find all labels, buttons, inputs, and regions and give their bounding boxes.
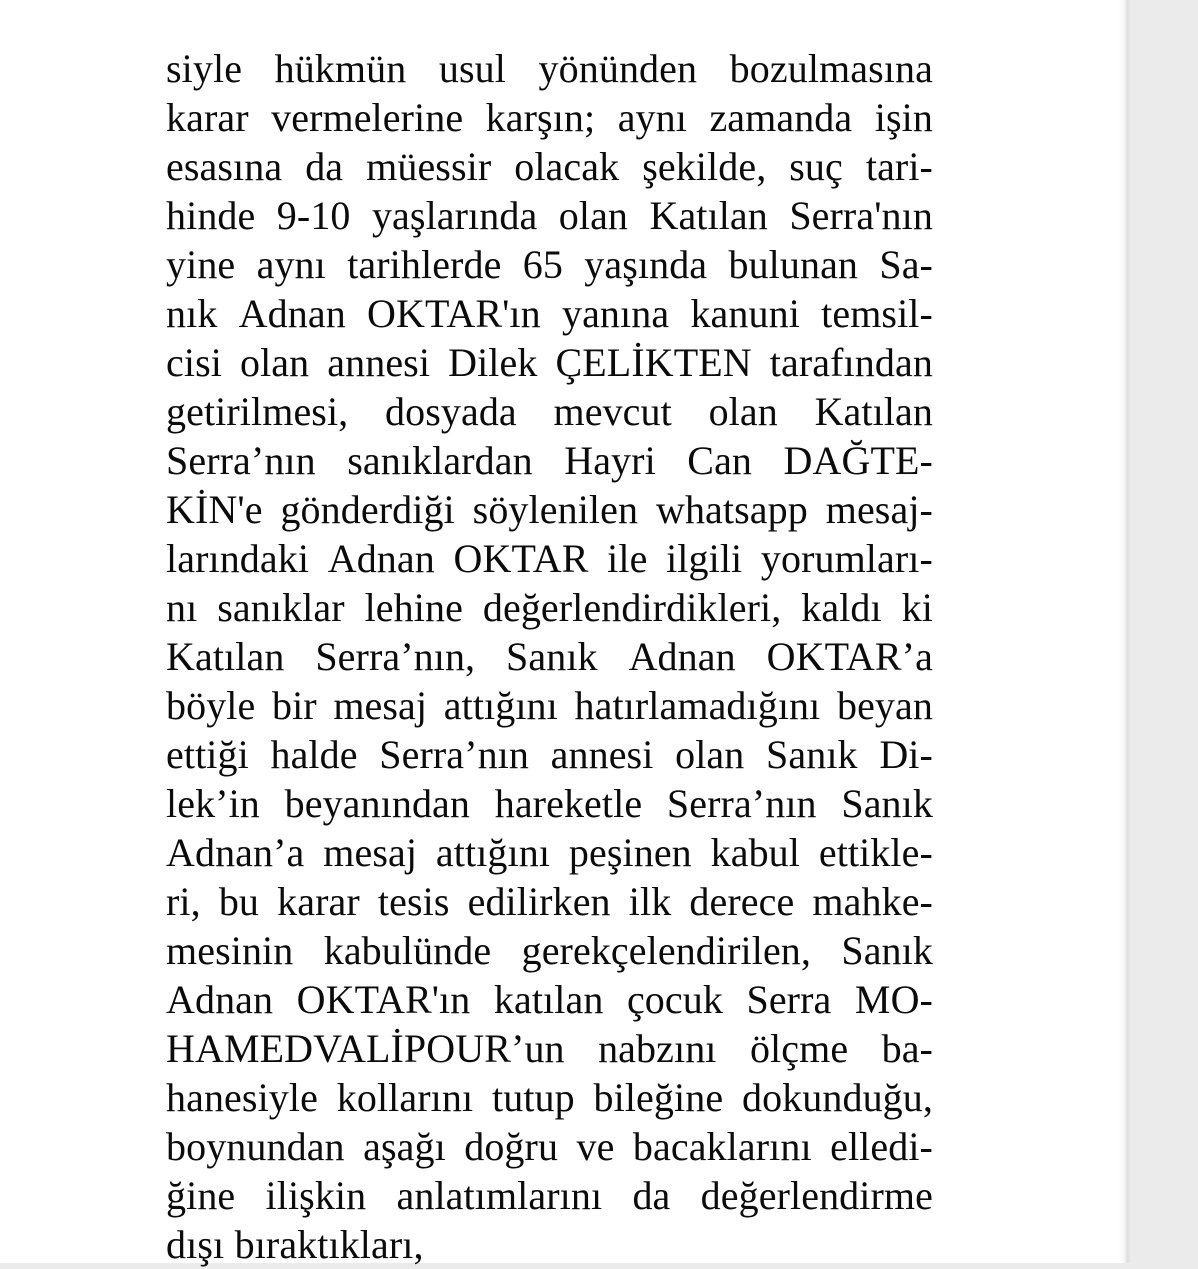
word: mesaj- — [825, 487, 933, 532]
word: yaşlarında — [371, 193, 538, 238]
word: sanıklar — [217, 585, 345, 630]
word: gerekçelendirilen, — [521, 928, 812, 973]
word: Sanık — [506, 634, 598, 679]
word: olan — [675, 732, 745, 777]
word: olan — [708, 389, 778, 434]
word: Katılan — [814, 389, 933, 434]
word: mesaj — [323, 830, 418, 875]
text-line — [166, 681, 933, 730]
text-line — [166, 387, 933, 436]
word: OKTAR’a — [766, 634, 933, 679]
word: bulunan — [728, 242, 859, 287]
word: ğine — [166, 1173, 236, 1218]
word: işin — [874, 95, 933, 140]
word: boynundan — [166, 1124, 345, 1169]
word: Serra — [746, 977, 832, 1022]
word: dokunduğu, — [741, 1075, 933, 1120]
word: Adnan’a — [166, 830, 305, 875]
word: tari- — [865, 144, 933, 189]
word: da — [305, 144, 344, 189]
word: ÇELİKTEN — [555, 340, 752, 385]
word: Serra’nın — [166, 438, 316, 483]
text-line — [166, 485, 933, 534]
word: aşağı — [363, 1124, 446, 1169]
word: kollarını — [336, 1075, 474, 1120]
document-body-text — [166, 44, 933, 1269]
word: bileğine — [593, 1075, 724, 1120]
word: Katılan — [649, 193, 768, 238]
word: Dilek — [448, 340, 538, 385]
word: cisi — [166, 340, 222, 385]
word: lek’in — [166, 781, 260, 826]
word: OKTAR'ın — [367, 291, 541, 336]
word: Adnan — [327, 536, 435, 581]
word: olan — [558, 193, 629, 238]
word: değerlendirdikleri, — [482, 585, 782, 630]
word: bozulmasına — [729, 46, 933, 91]
word: attığını — [435, 830, 551, 875]
word: Katılan — [166, 634, 285, 679]
word: sanıklardan — [347, 438, 533, 483]
word: hareketle — [494, 781, 643, 826]
text-line — [166, 44, 933, 93]
text-line — [166, 583, 933, 632]
word: gönderdiği — [280, 487, 455, 532]
word: aynı — [256, 242, 326, 287]
word: Di- — [879, 732, 933, 777]
word: ba- — [881, 1026, 933, 1071]
word: yönünden — [538, 46, 698, 91]
word: 9-10 — [276, 193, 351, 238]
word: whatsapp — [655, 487, 808, 532]
text-line — [166, 93, 933, 142]
word: suç — [789, 144, 843, 189]
word: bıraktıkları, — [234, 1222, 424, 1267]
word: esasına — [166, 144, 283, 189]
word: HAMEDVALİPOUR’un — [166, 1026, 565, 1071]
word: edilirken — [467, 879, 611, 924]
text-line — [166, 1171, 933, 1220]
word: anlatımlarını — [396, 1173, 603, 1218]
word: DAĞTE- — [783, 438, 933, 483]
word: yaşında — [584, 242, 708, 287]
word: OKTAR'ın — [296, 977, 471, 1022]
text-line — [166, 1073, 933, 1122]
word: ki — [901, 585, 933, 630]
word: tutup — [492, 1075, 575, 1120]
word: ri, — [166, 879, 201, 924]
word: da — [632, 1173, 671, 1218]
word: bacaklarını — [632, 1124, 812, 1169]
word: Sanık — [841, 928, 933, 973]
word: kabulünde — [323, 928, 492, 973]
word: ilk — [628, 879, 672, 924]
word: derece — [689, 879, 795, 924]
word: bir — [271, 683, 317, 728]
word: hükmün — [274, 46, 407, 91]
text-line — [166, 877, 933, 926]
word: annesi — [327, 340, 431, 385]
word: MO- — [854, 977, 933, 1022]
word: Adnan — [166, 977, 274, 1022]
word: ve — [576, 1124, 615, 1169]
word: KİN'e — [166, 487, 263, 532]
word: hanesiyle — [166, 1075, 318, 1120]
word: 65 — [522, 242, 563, 287]
word: ettiği — [166, 732, 249, 777]
word: mahke- — [812, 879, 933, 924]
text-line — [166, 191, 933, 240]
word: ile — [607, 536, 648, 581]
word: vermelerine — [271, 95, 464, 140]
word: beyanından — [284, 781, 470, 826]
word: tarihlerde — [347, 242, 502, 287]
word: attığını — [443, 683, 558, 728]
word: halde — [270, 732, 358, 777]
word: dosyada — [385, 389, 517, 434]
word: Serra’nın, — [315, 634, 476, 679]
word: katılan — [493, 977, 604, 1022]
word: peşinen — [568, 830, 692, 875]
word: ilgili — [666, 536, 743, 581]
text-line — [166, 534, 933, 583]
word: siyle — [166, 46, 243, 91]
word: OKTAR — [453, 536, 589, 581]
text-line — [166, 975, 933, 1024]
word: karar — [277, 879, 360, 924]
word: dışı — [166, 1222, 225, 1267]
word: hatırlamadığını — [574, 683, 821, 728]
word: karar — [166, 95, 249, 140]
word: elledi- — [830, 1124, 933, 1169]
word: Hayri — [564, 438, 656, 483]
word: ettikle- — [818, 830, 933, 875]
word: Sa- — [879, 242, 933, 287]
text-line — [166, 926, 933, 975]
viewer-background-gutter — [1131, 0, 1198, 1263]
word: olan — [239, 340, 310, 385]
word: tesis — [377, 879, 450, 924]
word: getirilmesi, — [166, 389, 349, 434]
word: yorumları- — [760, 536, 933, 581]
word: tarafından — [769, 340, 933, 385]
text-line — [166, 1024, 933, 1073]
word: hinde — [166, 193, 256, 238]
text-line — [166, 730, 933, 779]
text-line — [166, 240, 933, 289]
word: usul — [438, 46, 506, 91]
word: temsil- — [821, 291, 933, 336]
word: Adnan — [628, 634, 736, 679]
word: Can — [687, 438, 753, 483]
word: larındaki — [166, 536, 310, 581]
word: aynı — [617, 95, 687, 140]
word: kabul — [710, 830, 800, 875]
word: mesinin — [166, 928, 294, 973]
word: lehine — [364, 585, 463, 630]
word: söylenilen — [472, 487, 639, 532]
word: müessir — [366, 144, 492, 189]
word: bu — [218, 879, 260, 924]
word: çocuk — [626, 977, 723, 1022]
word: Serra'nın — [789, 193, 933, 238]
word: kanuni — [690, 291, 800, 336]
text-line — [166, 632, 933, 681]
word: karşın; — [485, 95, 596, 140]
word: beyan — [836, 683, 933, 728]
word: nı — [166, 585, 198, 630]
word: nabzını — [598, 1026, 717, 1071]
text-line — [166, 142, 933, 191]
word: ilişkin — [265, 1173, 367, 1218]
word: Sanık — [841, 781, 933, 826]
word: mesaj — [333, 683, 428, 728]
word: Adnan — [238, 291, 346, 336]
word: değerlendirme — [700, 1173, 933, 1218]
word: olacak — [514, 144, 620, 189]
page-edge-shadow — [1119, 0, 1131, 1263]
word: yine — [166, 242, 236, 287]
word: mevcut — [553, 389, 672, 434]
text-line — [166, 436, 933, 485]
text-line — [166, 289, 933, 338]
word: doğru — [464, 1124, 559, 1169]
word: ölçme — [749, 1026, 849, 1071]
word: şekilde, — [642, 144, 767, 189]
word: annesi — [550, 732, 654, 777]
word: böyle — [166, 683, 256, 728]
word: yanına — [561, 291, 670, 336]
word: zamanda — [709, 95, 853, 140]
word: Sanık — [766, 732, 858, 777]
text-line — [166, 1122, 933, 1171]
word: kaldı — [801, 585, 882, 630]
text-line — [166, 338, 933, 387]
word: Serra’nın — [379, 732, 529, 777]
text-line — [166, 828, 933, 877]
text-line — [166, 779, 933, 828]
text-line — [166, 1220, 933, 1269]
word: Serra’nın — [666, 781, 817, 826]
word: nık — [166, 291, 218, 336]
